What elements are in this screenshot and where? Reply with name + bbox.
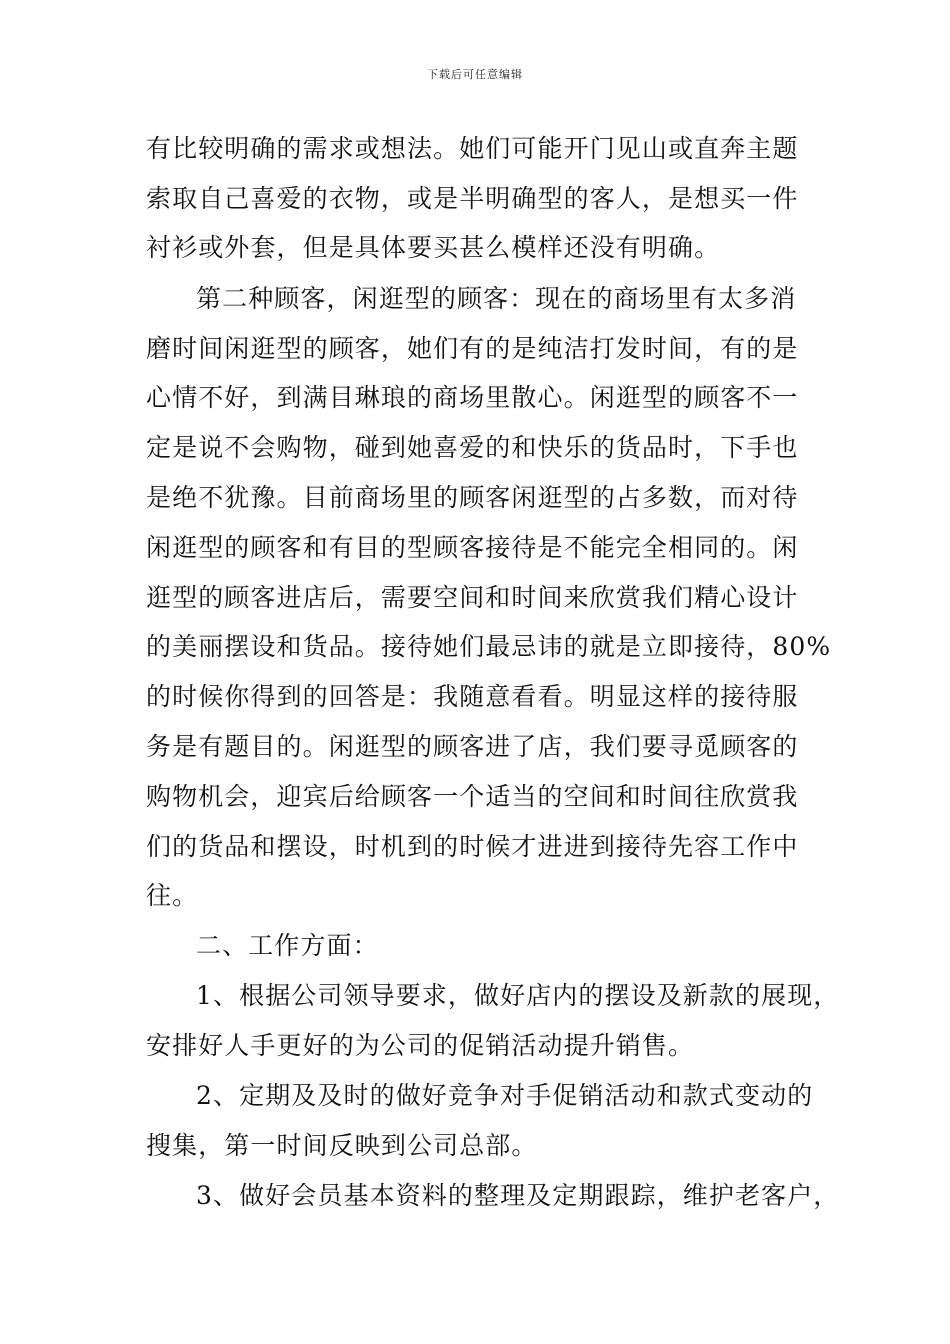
body-line: 安排好人手更好的为公司的促销活动提升销售。 (146, 1031, 695, 1060)
body-line: 衬衫或外套，但是具体要买甚么模样还没有明确。 (146, 233, 721, 262)
body-line: 3、做好会员基本资料的整理及定期跟踪，维护老客户， (196, 1181, 840, 1210)
body-line: 心情不好，到满目琳琅的商场里散心。闲逛型的顾客不一 (146, 383, 799, 412)
body-line: 往。 (146, 881, 199, 910)
body-line: 务是有题目的。闲逛型的顾客进了店，我们要寻觅顾客的 (146, 732, 799, 761)
body-line: 闲逛型的顾客和有目的型顾客接待是不能完全相同的。闲 (146, 533, 799, 562)
body-line: 的时候你得到的回答是：我随意看看。明显这样的接待服 (146, 682, 799, 711)
body-line: 是绝不犹豫。目前商场里的顾客闲逛型的占多数，而对待 (146, 483, 799, 512)
body-line: 索取自己喜爱的衣物，或是半明确型的客人，是想买一件 (146, 184, 799, 213)
body-line: 2、定期及及时的做好竞争对手促销活动和款式变动的 (196, 1081, 814, 1110)
body-line: 有比较明确的需求或想法。她们可能开门见山或直奔主题 (146, 134, 799, 163)
body-line: 磨时间闲逛型的顾客，她们有的是纯洁打发时间，有的是 (146, 334, 799, 363)
body-line: 搜集，第一时间反映到公司总部。 (146, 1131, 538, 1160)
body-line: 1、根据公司领导要求，做好店内的摆设及新款的展现， (196, 981, 840, 1010)
body-line: 们的货品和摆设，时机到的时候才进进到接待先容工作中 (146, 832, 799, 861)
body-line: 第二种顾客，闲逛型的顾客：现在的商场里有太多消 (196, 284, 797, 313)
body-line: 定是说不会购物，碰到她喜爱的和快乐的货品时，下手也 (146, 433, 799, 462)
body-line: 逛型的顾客进店后，需要空间和时间来欣赏我们精心设计 (146, 583, 799, 612)
section-heading: 二、工作方面： (196, 931, 379, 960)
body-line: 的美丽摆设和货品。接待她们最忌讳的就是立即接待，80% (146, 632, 832, 661)
body-line: 购物机会，迎宾后给顾客一个适当的空间和时间往欣赏我 (146, 782, 799, 811)
page-header: 下载后可任意编辑 (427, 68, 523, 81)
